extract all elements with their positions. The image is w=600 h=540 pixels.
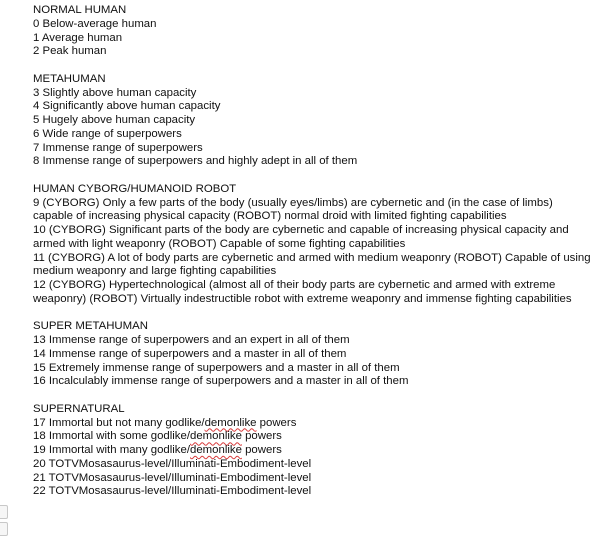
section-supernatural	[33, 403, 593, 499]
line-text: 18 Immortal with some godlike/	[33, 430, 190, 443]
spellcheck-word[interactable]: demonlike	[204, 416, 257, 429]
tier-line: 13 Immense range of superpowers and an expert in all of them	[33, 334, 350, 346]
tier-line: 11 (CYBORG) A lot of body parts are cybernetic and armed with medium weaponry (ROBOT) Capable of using medium weaponry and large fighting capabilities	[33, 251, 591, 278]
line-text: powers	[241, 430, 282, 443]
section-heading: SUPERNATURAL	[33, 402, 125, 415]
section-heading: SUPER METAHUMAN	[33, 320, 148, 333]
line-text: powers	[241, 444, 282, 456]
tier-line: 0 Below-average human	[33, 17, 157, 30]
document-body[interactable]	[33, 4, 593, 499]
tier-line: 6 Wide range of superpowers	[33, 127, 182, 140]
section-metahuman	[33, 73, 593, 169]
tier-line: 12 (CYBORG) Hypertechnological (almost all of their body parts are cybernetic and armed with extreme weaponry) (ROBOT) Virtually indestructible robot with extreme weaponry and immense fighting capabilities	[33, 279, 572, 305]
tier-line: 5 Hugely above human capacity	[33, 114, 196, 126]
section-heading: METAHUMAN	[33, 72, 106, 85]
tier-line: 7 Immense range of superpowers	[33, 141, 203, 154]
section-heading: NORMAL HUMAN	[33, 4, 127, 16]
tier-line: 21 TOTVMosasaurus-level/Illuminati-Embodiment-level	[33, 471, 312, 484]
tier-line: 20 TOTVMosasaurus-level/Illuminati-Embodiment-level	[33, 457, 312, 470]
tier-line: 14 Immense range of superpowers and a master in all of them	[33, 347, 347, 360]
tier-line: 9 (CYBORG) Only a few parts of the body (usually eyes/limbs) are cybernetic and (in the case of limbs) capable of increasing physical capacity (ROBOT) normal droid with limited fighting capabilities	[33, 196, 553, 223]
tier-line: 22 TOTVMosasaurus-level/Illuminati-Embodiment-level	[33, 485, 312, 498]
tier-line: 1 Average human	[33, 31, 123, 44]
spellcheck-word[interactable]: demonlike	[190, 430, 242, 443]
tier-line	[33, 417, 593, 431]
comment-marker[interactable]	[0, 522, 8, 536]
tier-line: 4 Significantly above human capacity	[33, 100, 221, 113]
tier-line: 10 (CYBORG) Significant parts of the body are cybernetic and capable of increasing physical capacity and armed with light weaponry (ROBOT) Capable of some fighting capabilities	[33, 224, 569, 250]
tier-line: 15 Extremely immense range of superpowers and a master in all of them	[33, 361, 400, 374]
tier-line	[33, 430, 593, 444]
section-normal-human	[33, 4, 593, 59]
line-text: 19 Immortal with many godlike/	[33, 444, 190, 456]
section-super-metahuman	[33, 320, 593, 389]
tier-line	[33, 444, 593, 458]
line-text: 17 Immortal but not many godlike/	[33, 416, 205, 429]
spellcheck-word[interactable]: demonlike	[190, 444, 242, 456]
tier-line: 8 Immense range of superpowers and highly adept in all of them	[33, 155, 358, 168]
section-cyborg-robot	[33, 183, 593, 307]
tier-line: 3 Slightly above human capacity	[33, 86, 197, 99]
comment-marker[interactable]	[0, 505, 8, 519]
tier-line: 2 Peak human	[33, 45, 107, 58]
tier-line: 16 Incalculably immense range of superpowers and a master in all of them	[33, 375, 409, 388]
section-heading: HUMAN CYBORG/HUMANOID ROBOT	[33, 182, 237, 195]
line-text: powers	[256, 416, 297, 429]
